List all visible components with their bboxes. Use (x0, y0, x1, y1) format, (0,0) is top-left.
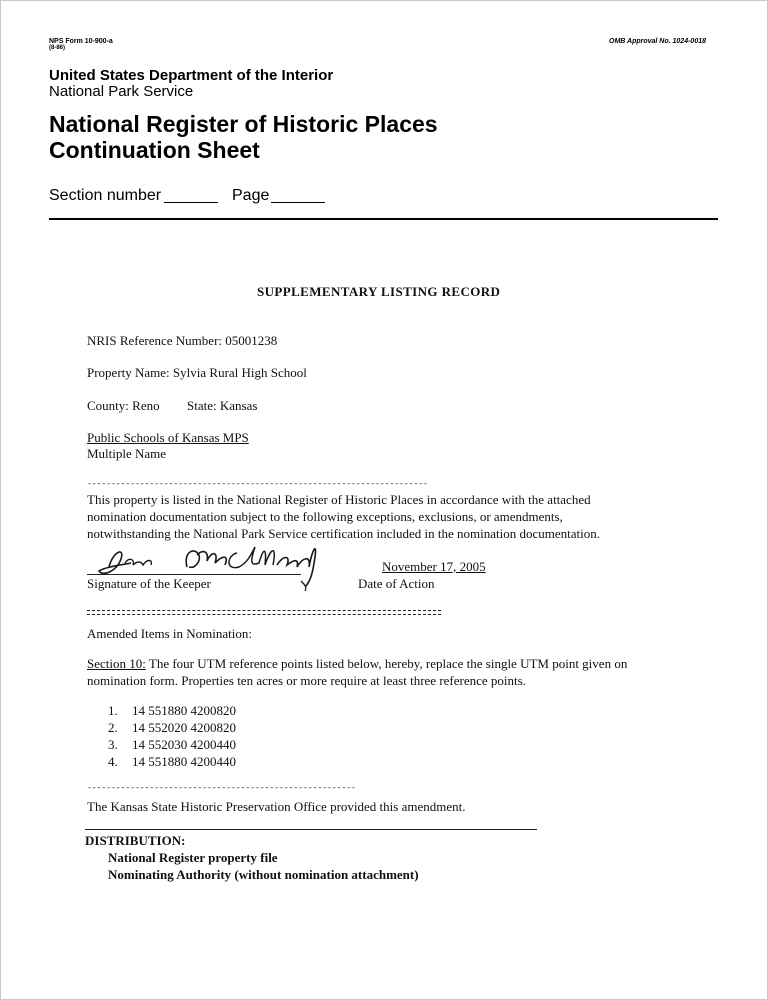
page-title: National Register of Historic Places (49, 111, 438, 137)
action-date: November 17, 2005 (382, 559, 486, 574)
double-divider-top (87, 610, 441, 612)
amendment-line: nomination form. Properties ten acres or more require at least three reference points. (87, 673, 526, 688)
dashed-divider: -------------------------------------------------------- (87, 784, 356, 793)
list-item: Nominating Authority (without nomination attachment) (108, 867, 419, 882)
department-name: United States Department of the Interior (49, 67, 334, 84)
statement-line: notwithstanding the National Park Service certification included in the nomination documentation. (87, 526, 601, 541)
amendment-line: The four UTM reference points listed below, hereby, replace the single UTM point given on (145, 656, 628, 671)
omb-approval: OMB Approval No. 1024-0018 (609, 38, 706, 45)
nris-reference: NRIS Reference Number: 05001238 (87, 333, 278, 348)
county: County: Reno (87, 398, 160, 413)
statement-line: nomination documentation subject to the following exceptions, exclusions, or amendments, (87, 509, 563, 524)
record-heading: SUPPLEMENTARY LISTING RECORD (257, 284, 501, 299)
page-subtitle: Continuation Sheet (49, 137, 260, 163)
service-name: National Park Service (49, 83, 194, 100)
page-number-blank (271, 202, 325, 203)
header-divider (49, 218, 718, 220)
distribution-heading: DISTRIBUTION: (85, 833, 186, 848)
signature-label: Signature of the Keeper (87, 576, 211, 591)
dashed-divider: ----------------------------------------------------------------------- (87, 480, 428, 489)
list-item: 1. 14 551880 4200820 (108, 703, 236, 718)
form-number: NPS Form 10-900-a (49, 38, 113, 45)
list-item: 2. 14 552020 4200820 (108, 720, 236, 735)
list-item: 3. 14 552030 4200440 (108, 737, 236, 752)
state: State: Kansas (187, 398, 258, 413)
list-item: National Register property file (108, 850, 278, 865)
amendment-footer: The Kansas State Historic Preservation Office provided this amendment. (87, 799, 466, 814)
amendment-text (87, 655, 627, 672)
form-revision: (8-86) (49, 45, 66, 51)
double-divider-bottom (87, 614, 441, 616)
date-of-action-label: Date of Action (358, 576, 435, 591)
section-number-label: Section number (49, 187, 162, 204)
amended-items-heading: Amended Items in Nomination: (87, 626, 253, 641)
section-reference: Section 10: (87, 656, 146, 671)
listing-statement (87, 491, 600, 542)
property-name: Property Name: Sylvia Rural High School (87, 365, 307, 380)
distribution-divider (85, 829, 537, 830)
list-item: 4. 14 551880 4200440 (108, 754, 236, 769)
mps-name: Public Schools of Kansas MPS (87, 430, 249, 445)
page-label: Page (232, 187, 270, 204)
statement-line: This property is listed in the National Register of Historic Places in accordance with the attached (87, 492, 591, 507)
section-number-blank (164, 202, 218, 203)
utm-list (108, 702, 236, 770)
multiple-name-label: Multiple Name (87, 446, 167, 461)
distribution-list (108, 849, 419, 883)
